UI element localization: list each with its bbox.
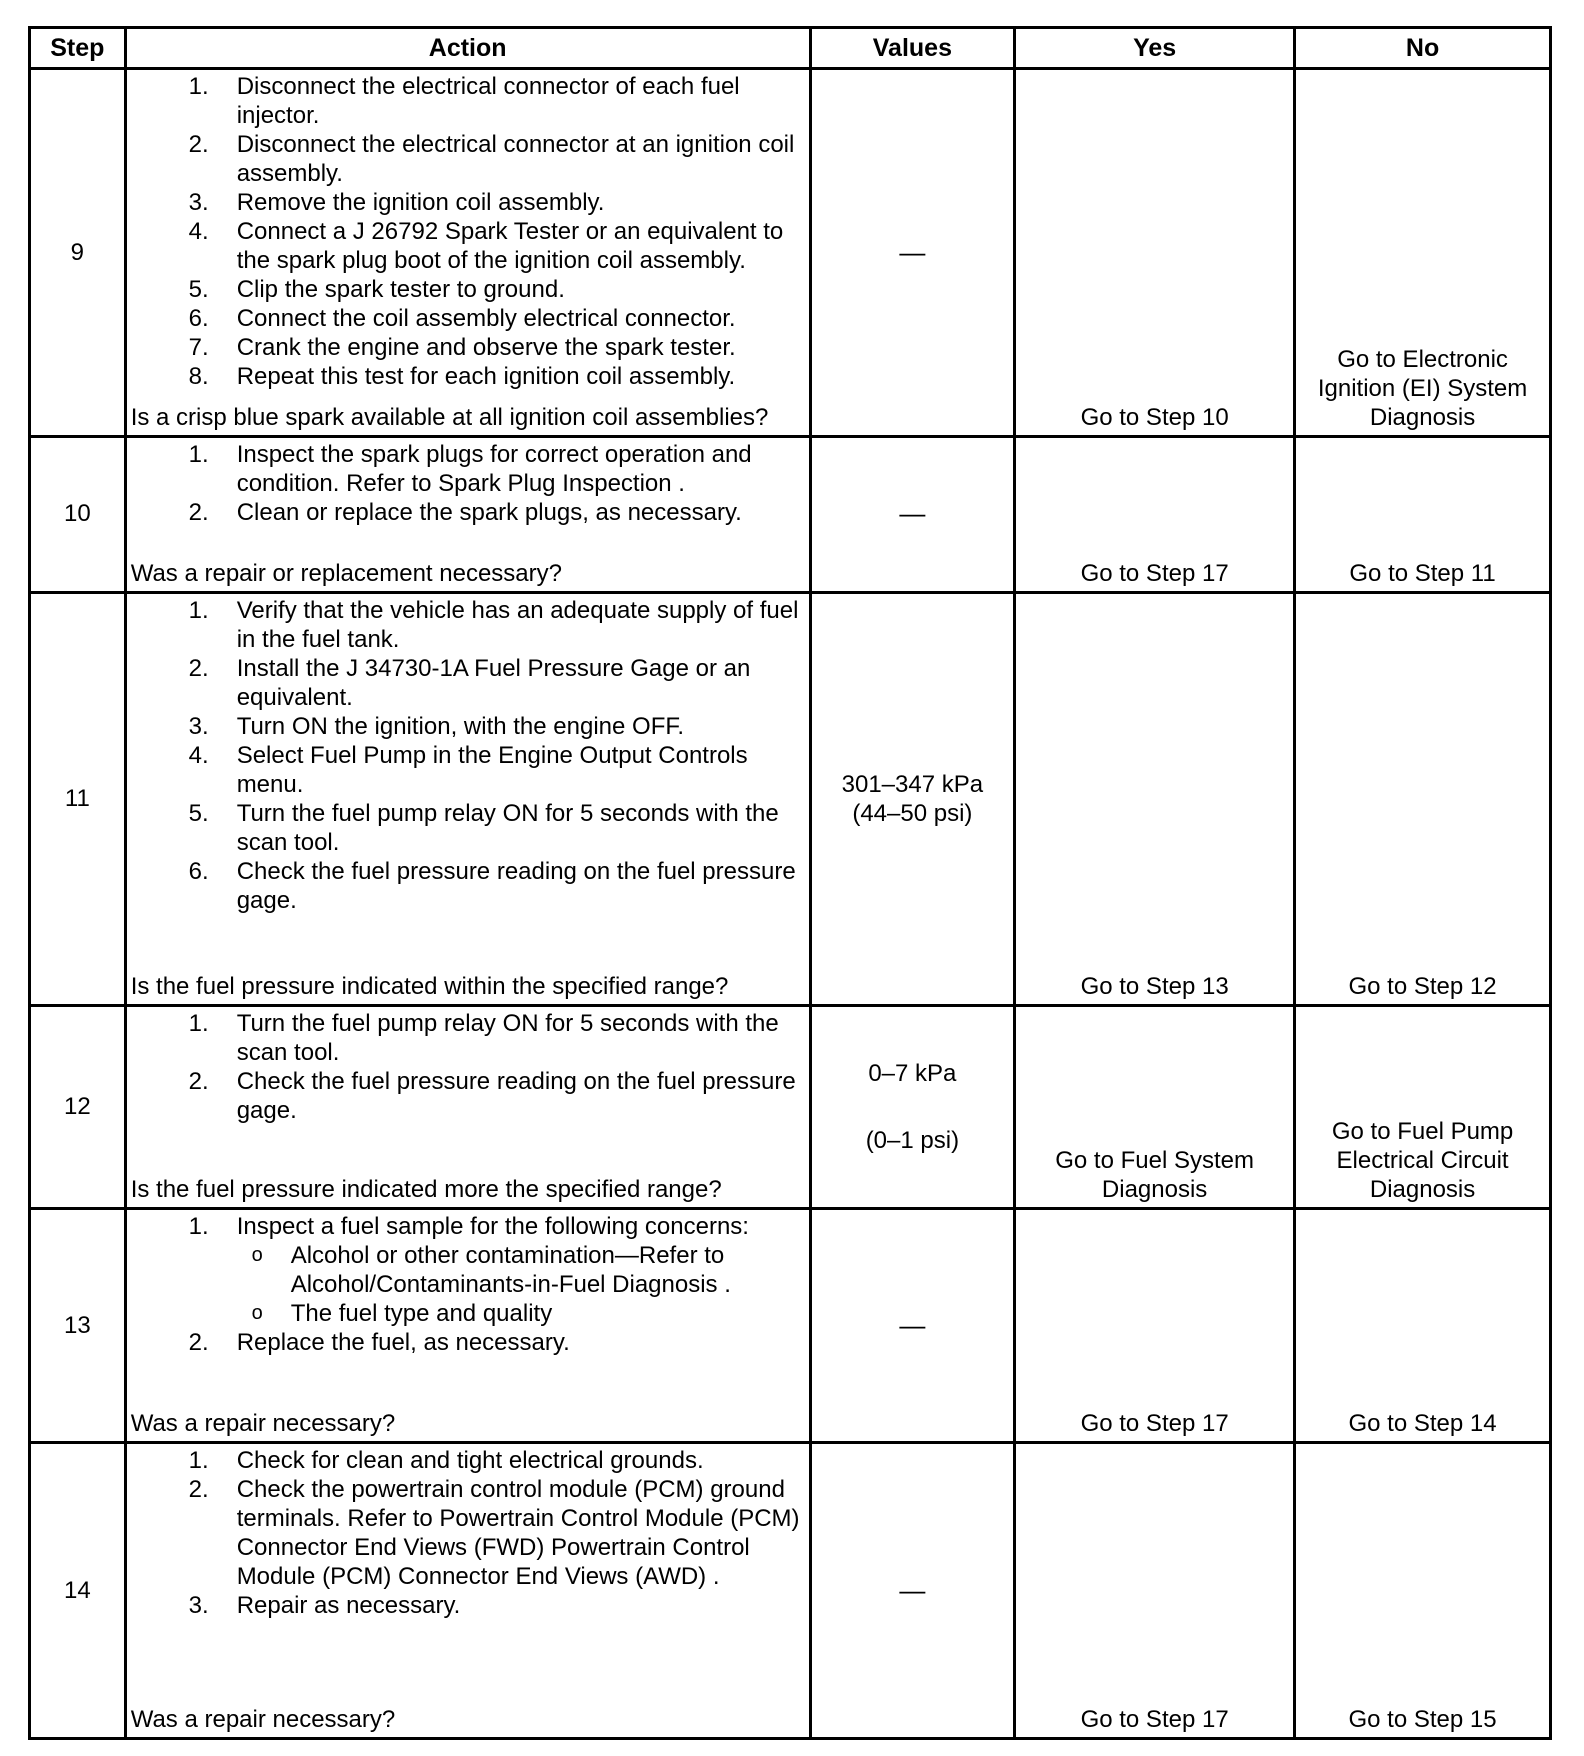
list-item: 7. Crank the engine and observe the spark tester. [188, 334, 736, 361]
sub-list-item: o The fuel type and quality [251, 1300, 553, 1328]
action-cell [125, 1443, 810, 1739]
step-number: 13 [30, 1209, 126, 1443]
step-number: 10 [30, 437, 126, 592]
table-row [30, 437, 1551, 592]
values-cell [810, 592, 1014, 1006]
list-item: 4. Connect a J 26792 Spark Tester or an equivalent to the spark plug boot of the ignition coil assembly. [188, 218, 784, 274]
yes-cell: Go to Step 17 [1015, 437, 1295, 592]
values-cell [810, 1006, 1014, 1209]
list-item: 1. Inspect the spark plugs for correct operation and condition. Refer to Spark Plug Inspection . [188, 441, 752, 498]
action-cell [125, 1006, 810, 1209]
list-item: 5. Clip the spark tester to ground. [188, 276, 565, 303]
list-item: 2. Replace the fuel, as necessary. [188, 1329, 570, 1357]
no-cell: Go to Step 15 [1295, 1443, 1551, 1739]
yes-cell: Go to Step 17 [1015, 1443, 1295, 1739]
step-number: 14 [30, 1443, 126, 1739]
values-cell: — [810, 1209, 1014, 1443]
values-cell: — [810, 69, 1014, 437]
list-item: 3. Remove the ignition coil assembly. [188, 189, 605, 216]
list-item: 2. Disconnect the electrical connector at an ignition coil assembly. [188, 131, 795, 187]
action-cell [125, 437, 810, 592]
no-cell: Go to Step 11 [1295, 437, 1551, 592]
question-text: Is the fuel pressure indicated more the specified range? [130, 1176, 722, 1204]
list-item: 6. Check the fuel pressure reading on the fuel pressure gage. [188, 857, 796, 914]
diagnostic-table [28, 26, 1552, 1740]
no-cell: Go to Step 14 [1295, 1209, 1551, 1443]
yes-cell: Go to Step 13 [1015, 592, 1295, 1006]
list-item: 1. Turn the fuel pump relay ON for 5 seconds with the scan tool. [188, 1010, 779, 1067]
spec-range: 0–7 kPa [868, 1060, 957, 1088]
list-item: 1. Verify that the vehicle has an adequate supply of fuel in the fuel tank. [188, 596, 799, 653]
header-action: Action [125, 28, 810, 69]
list-item: 2. Check the powertrain control module (PCM) ground terminals. Refer to Powertrain Control Module (PCM) Connector End Views (FWD) Powertrain Control Module (PCM) Connector End Views (AWD) . [188, 1476, 800, 1591]
table-row [30, 69, 1551, 437]
no-cell: Go to Step 12 [1295, 592, 1551, 1006]
yes-cell: Go to Step 10 [1015, 69, 1295, 437]
list-item: 4. Select Fuel Pump in the Engine Output Controls menu. [188, 741, 748, 798]
table-row [30, 1443, 1551, 1739]
list-item: 3. Turn ON the ignition, with the engine OFF. [188, 712, 685, 740]
values-cell: — [810, 437, 1014, 592]
header-values: Values [810, 28, 1014, 69]
spec-range: 301–347 kPa [841, 770, 984, 798]
step-number: 12 [30, 1006, 126, 1209]
spec-range-psi: (44–50 psi) [852, 799, 973, 827]
list-item: 6. Connect the coil assembly electrical connector. [188, 305, 736, 332]
header-row [30, 28, 1551, 69]
header-yes: Yes [1015, 28, 1295, 69]
list-item: 2. Install the J 34730-1A Fuel Pressure Gage or an equivalent. [188, 654, 751, 711]
step-number: 11 [30, 592, 126, 1006]
question-text: Was a repair necessary? [130, 1706, 396, 1733]
question-text: Was a repair or replacement necessary? [130, 559, 562, 587]
list-item: 2. Check the fuel pressure reading on the fuel pressure gage. [188, 1068, 796, 1125]
header-step: Step [30, 28, 126, 69]
table-row [30, 1006, 1551, 1209]
action-cell [125, 69, 810, 437]
no-cell: Go to Electronic Ignition (EI) System Diagnosis [1295, 69, 1551, 437]
yes-cell: Go to Fuel System Diagnosis [1015, 1006, 1295, 1209]
list-item: 1. Disconnect the electrical connector of each fuel injector. [188, 73, 740, 129]
list-item: 1. Inspect a fuel sample for the following concerns: [188, 1213, 749, 1241]
values-cell: — [810, 1443, 1014, 1739]
action-cell [125, 592, 810, 1006]
question-text: Is the fuel pressure indicated within the specified range? [130, 973, 729, 1001]
spec-range-psi: (0–1 psi) [865, 1127, 960, 1155]
step-number: 9 [30, 69, 126, 437]
question-text: Is a crisp blue spark available at all ignition coil assemblies? [130, 404, 769, 432]
sub-list-item: o Alcohol or other contamination—Refer to Alcohol/Contaminants-in-Fuel Diagnosis . [251, 1242, 731, 1299]
question-text: Was a repair necessary? [130, 1410, 396, 1438]
table-row [30, 1209, 1551, 1443]
yes-cell: Go to Step 17 [1015, 1209, 1295, 1443]
list-item: 8. Repeat this test for each ignition coil assembly. [188, 363, 736, 390]
header-no: No [1295, 28, 1551, 69]
list-item: 2. Clean or replace the spark plugs, as necessary. [188, 499, 742, 527]
no-cell: Go to Fuel Pump Electrical Circuit Diagnosis [1295, 1006, 1551, 1209]
list-item: 1. Check for clean and tight electrical grounds. [188, 1447, 704, 1475]
table-row [30, 592, 1551, 1006]
list-item: 5. Turn the fuel pump relay ON for 5 seconds with the scan tool. [188, 799, 779, 856]
action-cell [125, 1209, 810, 1443]
list-item: 3. Repair as necessary. [188, 1592, 461, 1620]
